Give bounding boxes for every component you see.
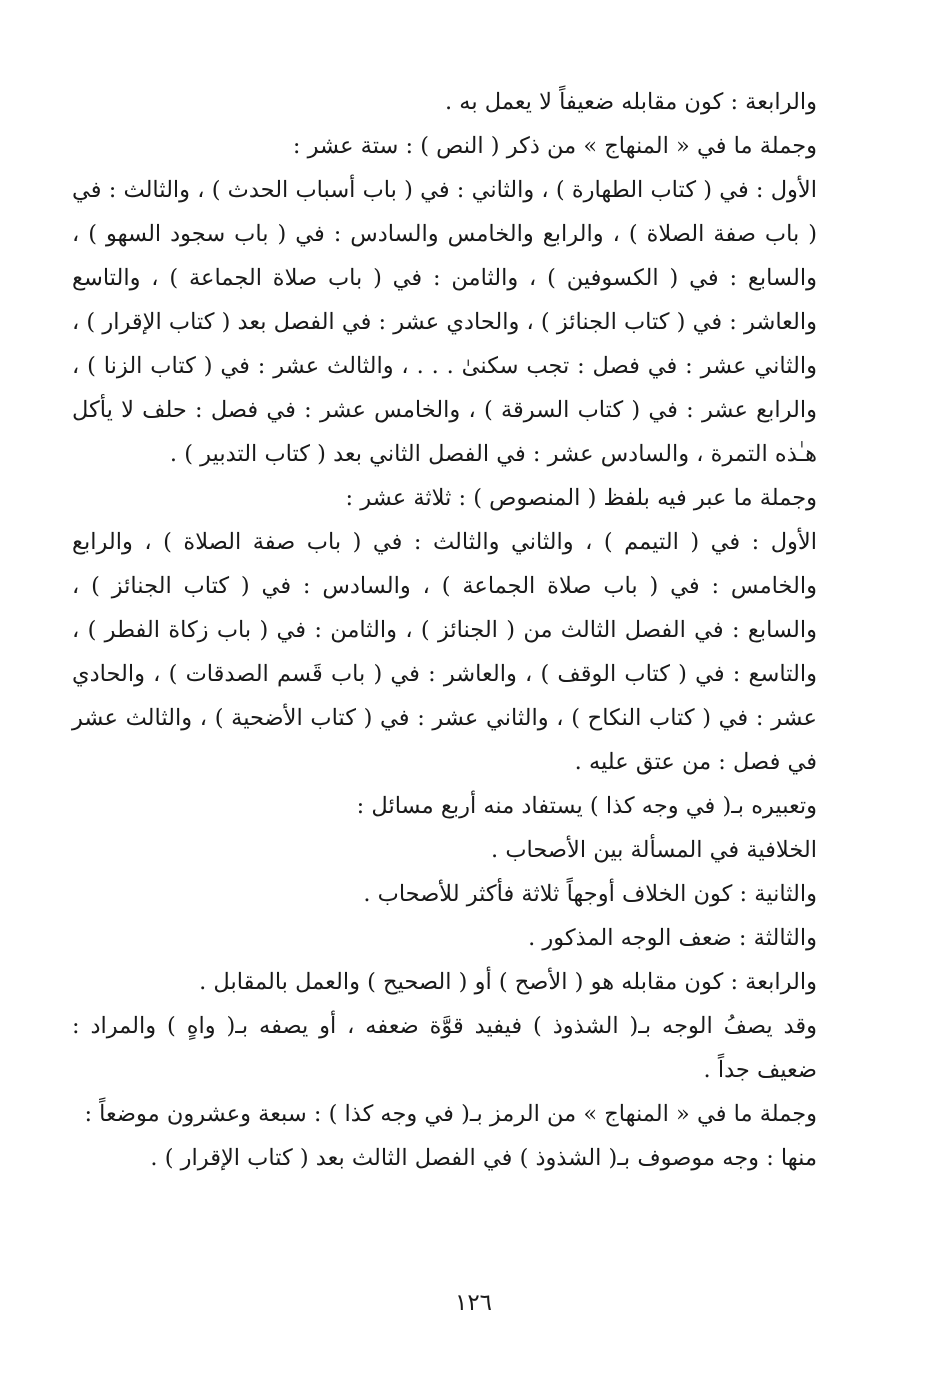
paragraph-wajh-fourth: والرابعة : كون مقابله هو ( الأصح ) أو ( الصحيح ) والعمل بالمقابل . [199,969,817,995]
paragraph-shudhudh: وقد يصفُ الوجه بـ( الشذوذ ) فيفيد قوَّة ضعفه ، أو يصفه بـ( واهٍ ) والمراد : ضعيف جداً . [72,1013,817,1083]
paragraph-wajh-intro: وتعبيره بـ( في وجه كذا ) يستفاد منه أربع مسائل : [356,793,817,819]
paragraph-wajh-second: والثانية : كون الخلاف أوجهاً ثلاثة فأكثر للأصحاب . [363,881,817,907]
paragraph-wajh-first: الخلافية في المسألة بين الأصحاب . [491,837,817,863]
paragraph-mansus-count: وجملة ما عبر فيه بلفظ ( المنصوص ) : ثلاثة عشر : [345,485,817,511]
paragraph-fourth-weak-opposite: والرابعة : كون مقابله ضعيفاً لا يعمل به . [445,89,817,115]
page-number: ١٢٦ [454,1290,493,1316]
paragraph-wajh-third: والثالثة : ضعف الوجه المذكور . [528,925,817,951]
paragraph-ramz-example: منها : وجه موصوف بـ( الشذوذ ) في الفصل الثالث بعد ( كتاب الإقرار ) . [150,1145,817,1171]
paragraph-nass-list: الأول : في ( كتاب الطهارة ) ، والثاني : في ( باب أسباب الحدث ) ، والثالث : في ( باب صفة الصلاة ) ، والرابع والخامس والسادس : في ( باب سجود السهو ) ، والسابع : في ( الكسوفين ) ، والثامن : في ( باب صلاة الجماعة ) ، والتاسع والعاشر : في ( كتاب الجنائز ) ، والحادي عشر : في الفصل بعد ( كتاب الإقرار ) ، والثاني عشر : في فصل : تجب سكنىٰ . . . ، والثالث عشر : في ( كتاب الزنا ) ، والرابع عشر : في ( كتاب السرقة ) ، والخامس عشر : في فصل : حلف لا يأكل هـٰذه التمرة ، والسادس عشر : في الفصل الثاني بعد ( كتاب التدبير ) . [72,177,817,467]
paragraph-ramz-count: وجملة ما في « المنهاج » من الرمز بـ( في وجه كذا ) : سبعة وعشرون موضعاً : [84,1101,817,1127]
paragraph-nass-count: وجملة ما في « المنهاج » من ذكر ( النص ) : ستة عشر : [292,133,817,159]
page-body [72,80,847,1180]
paragraph-mansus-list: الأول : في ( التيمم ) ، والثاني والثالث : في ( باب صفة الصلاة ) ، والرابع والخامس : في ( باب صلاة الجماعة ) ، والسادس : في ( كتاب الجنائز ) ، والسابع : في الفصل الثالث من ( الجنائز ) ، والثامن : في ( باب زكاة الفطر ) ، والتاسع : في ( كتاب الوقف ) ، والعاشر : في ( باب قَسم الصدقات ) ، والحادي عشر : في ( كتاب النكاح ) ، والثاني عشر : في ( كتاب الأضحية ) ، والثالث عشر في فصل : من عتق عليه . [72,529,817,775]
